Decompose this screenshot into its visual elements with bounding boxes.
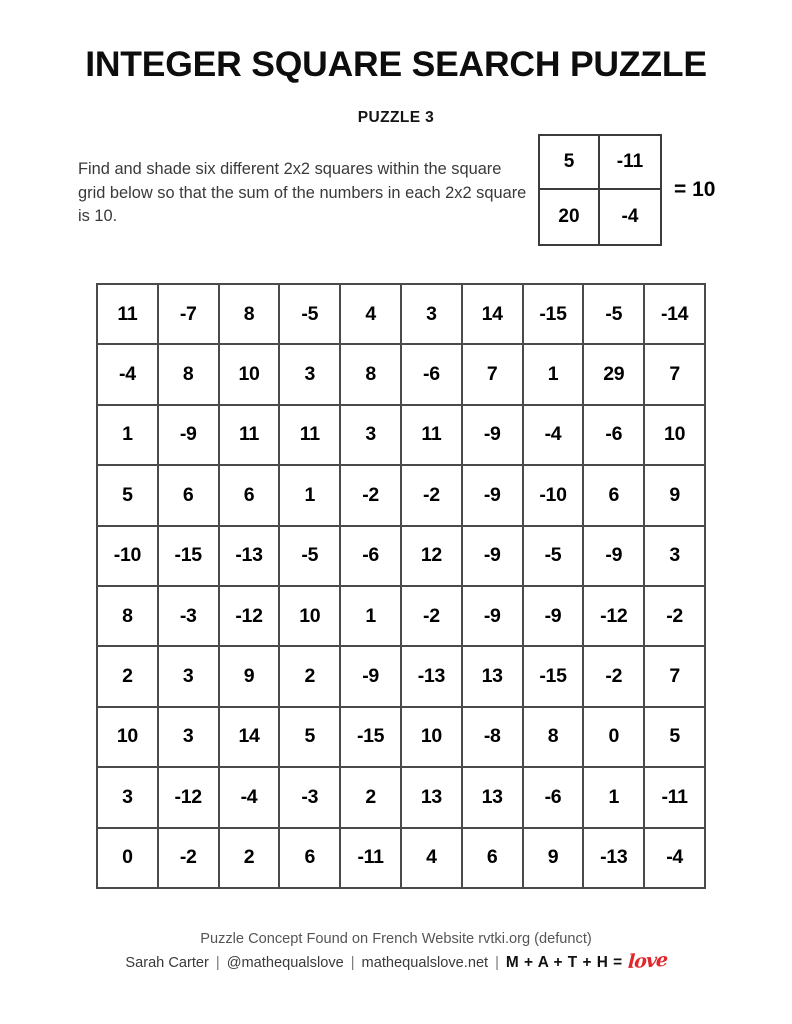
- grid-cell[interactable]: 0: [584, 708, 645, 768]
- grid-cell[interactable]: 6: [584, 466, 645, 526]
- instructions-text: Find and shade six different 2x2 squares within the square grid below so that the sum of the numbers in each 2x2 square is 10.: [78, 160, 527, 225]
- grid-cell[interactable]: 3: [280, 345, 341, 405]
- grid-cell[interactable]: 8: [98, 587, 159, 647]
- grid-cell[interactable]: -5: [524, 527, 585, 587]
- grid-cell[interactable]: 9: [645, 466, 706, 526]
- grid-cell[interactable]: -3: [159, 587, 220, 647]
- puzzle-grid[interactable]: [96, 283, 706, 889]
- grid-cell[interactable]: 8: [524, 708, 585, 768]
- grid-cell[interactable]: 3: [159, 708, 220, 768]
- grid-cell[interactable]: 9: [524, 829, 585, 889]
- grid-cell[interactable]: 5: [645, 708, 706, 768]
- grid-cell[interactable]: -10: [98, 527, 159, 587]
- puzzle-number-subtitle: PUZZLE 3: [357, 109, 435, 126]
- grid-cell[interactable]: -15: [524, 647, 585, 707]
- example-cell: 5: [540, 136, 600, 190]
- grid-cell[interactable]: 2: [280, 647, 341, 707]
- grid-cell[interactable]: 11: [98, 285, 159, 345]
- grid-cell[interactable]: -2: [341, 466, 402, 526]
- grid-cell[interactable]: -9: [159, 406, 220, 466]
- grid-cell[interactable]: -2: [645, 587, 706, 647]
- grid-cell[interactable]: 1: [524, 345, 585, 405]
- grid-cell[interactable]: 1: [98, 406, 159, 466]
- grid-cell[interactable]: -6: [341, 527, 402, 587]
- grid-cell[interactable]: 2: [220, 829, 281, 889]
- example-cell: -4: [621, 206, 639, 227]
- grid-cell[interactable]: 10: [402, 708, 463, 768]
- grid-cell[interactable]: -15: [341, 708, 402, 768]
- love-logo: love: [626, 948, 668, 974]
- grid-cell[interactable]: -5: [280, 285, 341, 345]
- grid-cell[interactable]: 6: [463, 829, 524, 889]
- grid-cell[interactable]: 8: [341, 345, 402, 405]
- grid-cell[interactable]: -9: [463, 466, 524, 526]
- example-2x2-grid: [538, 134, 662, 246]
- grid-cell[interactable]: -12: [584, 587, 645, 647]
- grid-cell[interactable]: 3: [402, 285, 463, 345]
- example-cell: 20: [540, 190, 600, 244]
- grid-cell[interactable]: 14: [463, 285, 524, 345]
- grid-cell[interactable]: 13: [402, 768, 463, 828]
- grid-cell[interactable]: 2: [341, 768, 402, 828]
- grid-cell[interactable]: 29: [584, 345, 645, 405]
- grid-cell[interactable]: 6: [280, 829, 341, 889]
- grid-cell[interactable]: 10: [645, 406, 706, 466]
- math-equals-love-equation: M + A + T + H =: [505, 954, 623, 971]
- grid-cell[interactable]: -9: [341, 647, 402, 707]
- grid-cell[interactable]: 7: [463, 345, 524, 405]
- grid-cell[interactable]: 9: [220, 647, 281, 707]
- grid-cell[interactable]: 7: [645, 345, 706, 405]
- grid-cell[interactable]: -4: [98, 345, 159, 405]
- footer: [0, 929, 792, 975]
- grid-cell[interactable]: 4: [402, 829, 463, 889]
- grid-cell[interactable]: 8: [159, 345, 220, 405]
- grid-cell[interactable]: 14: [220, 708, 281, 768]
- grid-cell[interactable]: -4: [524, 406, 585, 466]
- grid-cell[interactable]: 6: [220, 466, 281, 526]
- footer-attribution: Puzzle Concept Found on French Website rvtki.org (defunct): [200, 931, 592, 947]
- grid-cell[interactable]: -11: [645, 768, 706, 828]
- grid-cell[interactable]: 12: [402, 527, 463, 587]
- grid-cell[interactable]: -2: [402, 587, 463, 647]
- grid-cell[interactable]: -3: [280, 768, 341, 828]
- grid-cell[interactable]: -5: [280, 527, 341, 587]
- footer-website[interactable]: mathequalslove.net: [361, 955, 489, 971]
- grid-cell[interactable]: 5: [98, 466, 159, 526]
- grid-cell[interactable]: 3: [341, 406, 402, 466]
- grid-cell[interactable]: -13: [402, 647, 463, 707]
- page-title: INTEGER SQUARE SEARCH PUZZLE: [85, 44, 707, 84]
- grid-cell[interactable]: -9: [584, 527, 645, 587]
- grid-cell[interactable]: 11: [280, 406, 341, 466]
- grid-cell[interactable]: -2: [584, 647, 645, 707]
- footer-credits: [0, 950, 792, 975]
- grid-cell[interactable]: -15: [524, 285, 585, 345]
- grid-cell[interactable]: -9: [524, 587, 585, 647]
- footer-separator: |: [495, 955, 499, 971]
- grid-cell[interactable]: 6: [159, 466, 220, 526]
- grid-cell[interactable]: -5: [584, 285, 645, 345]
- grid-cell[interactable]: 7: [645, 647, 706, 707]
- grid-cell[interactable]: 10: [280, 587, 341, 647]
- grid-cell[interactable]: -12: [220, 587, 281, 647]
- grid-cell[interactable]: 13: [463, 768, 524, 828]
- grid-cell[interactable]: -6: [402, 345, 463, 405]
- grid-cell[interactable]: 0: [98, 829, 159, 889]
- grid-cell[interactable]: 1: [341, 587, 402, 647]
- grid-cell[interactable]: 13: [463, 647, 524, 707]
- grid-cell[interactable]: -10: [524, 466, 585, 526]
- grid-cell[interactable]: 11: [220, 406, 281, 466]
- grid-cell[interactable]: 10: [220, 345, 281, 405]
- grid-cell[interactable]: -4: [220, 768, 281, 828]
- grid-cell[interactable]: -9: [463, 587, 524, 647]
- grid-cell[interactable]: -2: [402, 466, 463, 526]
- footer-handle: @mathequalslove: [226, 955, 344, 971]
- grid-cell[interactable]: 8: [220, 285, 281, 345]
- grid-cell[interactable]: -2: [159, 829, 220, 889]
- grid-cell[interactable]: -4: [645, 829, 706, 889]
- grid-cell[interactable]: -6: [584, 406, 645, 466]
- example-sum-label: = 10: [674, 178, 716, 201]
- example-block: [538, 134, 715, 246]
- grid-cell[interactable]: -8: [463, 708, 524, 768]
- grid-cell[interactable]: -9: [463, 527, 524, 587]
- grid-cell[interactable]: -13: [220, 527, 281, 587]
- grid-cell[interactable]: -11: [341, 829, 402, 889]
- grid-cell[interactable]: -14: [645, 285, 706, 345]
- grid-cell[interactable]: 1: [584, 768, 645, 828]
- grid-cell[interactable]: 2: [98, 647, 159, 707]
- grid-cell[interactable]: 1: [280, 466, 341, 526]
- grid-cell[interactable]: -6: [524, 768, 585, 828]
- footer-author: Sarah Carter: [125, 955, 209, 971]
- grid-cell[interactable]: -12: [159, 768, 220, 828]
- footer-separator: |: [215, 955, 220, 971]
- grid-cell[interactable]: -13: [584, 829, 645, 889]
- grid-cell[interactable]: 3: [159, 647, 220, 707]
- grid-cell[interactable]: 11: [402, 406, 463, 466]
- example-cell: -11: [600, 136, 660, 190]
- grid-cell[interactable]: 3: [645, 527, 706, 587]
- grid-cell[interactable]: -15: [159, 527, 220, 587]
- grid-cell[interactable]: 10: [98, 708, 159, 768]
- footer-separator: |: [350, 955, 355, 971]
- grid-cell[interactable]: 4: [341, 285, 402, 345]
- grid-cell[interactable]: -9: [463, 406, 524, 466]
- grid-cell[interactable]: 3: [98, 768, 159, 828]
- grid-cell[interactable]: 5: [280, 708, 341, 768]
- grid-cell[interactable]: -7: [159, 285, 220, 345]
